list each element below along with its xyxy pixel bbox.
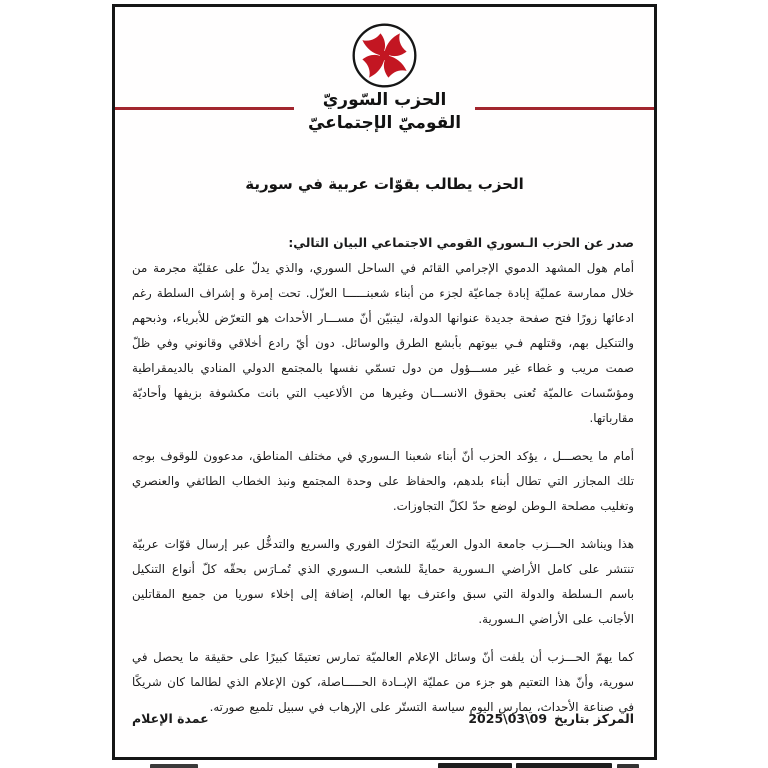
cutoff-text-fragment: [516, 763, 612, 768]
cutoff-text-fragment: [617, 764, 639, 768]
date-value: 2025\03\09: [468, 711, 548, 726]
date-line: [468, 711, 634, 726]
party-name-line2: القوميّ الإجتماعيّ: [307, 113, 462, 133]
statement-paragraph-3: هذا ويناشد الحـــزب جامعة الدول العربيّة التحرّك الفوري والسريع والتدخُّل عبر إرسال قوّات عربيّة تنتشر على كامل الأراضي الـسورية حمايةً للشعب الـسوري الذي تُمـارَس بحقّه كلّ أنواع التنكيل باسم الـسلطة والدولة التي سبق واعترف بها العالم، إضافة إلى إخلاء سوريا من جميع المقاتلين الأجانب على الأراضي الـسورية.: [132, 537, 634, 626]
statement-paragraph-2: أمام ما يحصـــل ، يؤكد الحزب أنّ أبناء شعبنا الـسوري في مختلف المناطق، مدعوون للوقوف بوجه تلك المجازر التي تطال أبناء بلدهم، والحفاظ على وحدة المجتمع ونبذ الخطاب الطائفي والعنصري وتغليب مصلحة الـوطن لوضع حدّ لكلّ التجاوزات.: [132, 449, 634, 513]
letterhead: [115, 22, 654, 135]
date-label: المركز بتاريخ: [554, 711, 634, 726]
statement-lead: صدر عن الحزب الـسوري القومي الاجتماعي البيان التالي:: [288, 236, 634, 250]
statement-paragraph-1: أمام هول المشهد الدموي الإجرامي القائم في الساحل السوري، والذي يدلّ على عقليّة مجرمة من خلال ممارسة عمليّة إبادة جماعيّة لجزء من أبناء شعبنــــــا العزّل. تحت إمرة و إشراف السلطة رغم ادعائها زورًا فتح صفحة جديدة عنوانها الدولة، ليتبيّن أنّ مســـار الأحداث هو التعرّض للأبرياء، وذبحهم والتنكيل بهم، وقتلهم فـي بيوتهم بأبشع الطرق والوسائل. دون أيّ رادع أخلاقي وقانوني وفي ظلّ صمت مريب و غطاء غير مســـؤول من دول تسمّي نفسها بالمجتمع الدولي المنادي بالديمقراطية ومؤسّسات عالميّة تُعنى بحقوق الانســـان وغيرها من الألاعيب التي بانت مكشوفة بزيفها وأحاديّة مقارباتها.: [132, 261, 634, 425]
party-name-line1: الحزب السّوريّ: [322, 90, 447, 110]
statement-paragraph-4: كما يهمّ الحـــزب أن يلفت أنّ وسائل الإعلام العالميّة تمارس تعتيمًا كبيرًا على حقيقة ما يحصل في سورية، وأنّ هذا التعتيم هو جزء من عمليّة الإبــادة الحـــــاصلة، كون الإعلام الذي لطالما كان شريكًا في صناعة الأحداث، يمارس اليوم سياسة التستّر على الإرهاب في سبيل تلميع صورته.: [132, 650, 634, 714]
cutoff-text-fragment: [150, 764, 198, 768]
statement-page: [112, 4, 657, 760]
statement-body: [115, 231, 654, 720]
cutoff-next-page-edge: [112, 762, 658, 768]
signature-media-bureau: عمدة الإعلام: [132, 711, 209, 726]
statement-title: الحزب يطالب بقوّات عربية في سورية: [245, 175, 524, 193]
cutoff-text-fragment: [438, 763, 512, 768]
zawbaa-logo-icon: [351, 22, 418, 89]
statement-footer: [132, 711, 634, 726]
party-name: [294, 89, 475, 135]
